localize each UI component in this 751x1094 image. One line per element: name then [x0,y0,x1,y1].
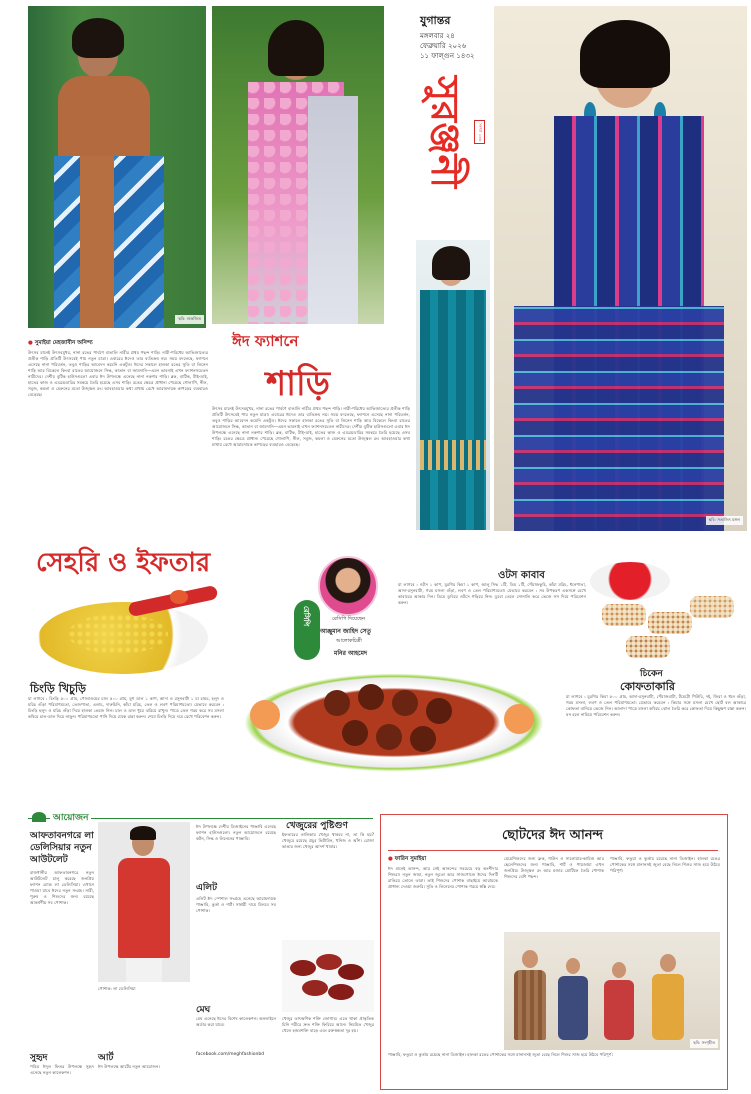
brand-megh: মেঘ [196,1005,211,1015]
recipe-photo-label: আলোকচিত্রী [336,638,362,644]
khichuri-title: চিংড়ি খিচুড়ি [30,682,86,695]
fashion-headline-main: শাড়ি [266,364,330,404]
fashion-headline-top: ঈদ ফ্যাশনে [232,332,299,350]
kids-body-left: ঈদ মানেই আনন্দ, আর সেই আনন্দের সবচেয়ে বড় অংশীদার শিশুরা। নতুন জামা, নতুন জুতো আর সাজগোজে ঈদের দিনটি রাঙিয়ে তোলে তারা। তাই শিশুদের পোশাক বাছাইয়ে আরামকে প্রাধান্য দেওয়া জরুরি। সুতি ও লিনেনের পোশাক গরমে স্বস্তি দেয়। [388,866,498,889]
kids-body-right: পাঞ্জাবি, ফতুয়া ও কুর্তায় রয়েছে নানা ডিজাইন। হালকা রঙের পোশাকের সঙ্গে মানানসই জুতা বেছে নিলে শিশুর সাজ হয়ে উঠবে পরিপূর্ণ। [610,856,720,873]
saree-photo-teal [416,240,490,530]
brand-elite: এলিট [196,883,218,893]
showroom-col2-body: ঈদ উপলক্ষে দেশীয় ডিজাইনের পাঞ্জাবি এনেছে ফ্যাশন হাউসগুলো। নতুন আয়োজনে রয়েছে কটন, সিল্ক ও লিনেনের পাঞ্জাবি। [196,824,276,841]
kids-title-rule [388,850,718,851]
oats-kebab-title: ওটস কাবাব [498,570,545,581]
panjabi-photo [98,822,190,982]
saree-photo-rust-blue [28,6,206,328]
khichuri-photo [28,584,218,676]
recipe-section-title: সেহরি ও ইফতার [36,548,211,578]
saree-photo-pink [212,6,384,324]
issue-date-bn: ১১ ফাল্গুন ১৪৩২ [420,52,475,60]
showroom-title: আফতাবনগরে লা ডেলিসিয়ার নতুন আউটলেট [30,831,94,865]
issue-date-en: ফেব্রুয়ারি ২০২৬ [420,42,467,50]
fashion-body-left: উৎসব মানেই উৎসবমুখর, নানা রঙের পার্বণে বাঙালি নারীর প্রথম পছন্দ শাড়ি। নারী-পরিধেয় আভিজাত্যের প্রতীক শাড়ি প্রতিটি উৎসবেই পায় নতুন মাত্রা। এবারের ঈদেও তার ব্যতিক্রম নয়। সময় বদলেছে, ফ্যাশনে এসেছে নানা পরিবর্তন, তবুও শাড়ির আবেদন কমেনি একটুও। ঈদের সকালে হালকা রঙের সুতি বা লিনেন শাড়ি আর বিকেলে কিংবা রাতের আয়োজনে সিল্ক, কাতান বা জামদানি—এমন ভাবনাই এখন ফ্যাশনসচেতন নারীদের। দেশীয় বুটিক হাউসগুলো এবার ঈদ উপলক্ষে এনেছে নানা নকশার শাড়ি। ব্লক, বাটিক, টাই-ডাই, হাতের কাজ ও এমব্রয়ডারির সমন্বয়ে তৈরি হয়েছে এসব শাড়ি। রঙের ক্ষেত্রে প্রাধান্য পেয়েছে গোলাপি, নীল, সবুজ, কমলা ও মেরুনের মতো উজ্জ্বল রং। আবহাওয়ার কথা মাথায় রেখে আরামদায়ক কাপড়ের ব্যবহারও বেড়েছে। [28,350,208,397]
kofta-title-1: চিকেন [640,669,663,679]
photo-credit-left: ছবি: শুভ্রজিত [175,315,204,324]
brand-art: আর্ট [98,1053,114,1063]
ayojon-logo-icon [32,812,46,822]
issue-day: মঙ্গলবার ২৪ [420,32,455,40]
kids-byline-text: ফারিন সুমাইয়া [394,856,427,862]
kofta-photo [224,660,564,780]
dates-photo [282,940,374,1012]
section-tag: সংখ্যা ১৩৬ [474,120,485,144]
kids-title: ছোটদের ঈদ আনন্দ [502,828,603,843]
panjabi-caption: পোশাক: লা ডেলিসিয়া [98,986,136,991]
byline-bullet-icon: ● [28,340,33,346]
brand-elite-body: এলিট ঈদ স্পেশাল সংগ্রহে এনেছে আরামদায়ক পাঞ্জাবি, কুর্তা ও শার্ট। সাশ্রয়ী দামে মিলবে সব পোশাক। [196,896,276,913]
fashion-body-mid: উৎসব মানেই উৎসবমুখর, নানা রঙের পার্বণে বাঙালি নারীর প্রথম পছন্দ শাড়ি। নারী-পরিধেয় আভিজাত্যের প্রতীক শাড়ি প্রতিটি উৎসবেই পায় নতুন মাত্রা। এবারের ঈদেও তার ব্যতিক্রম নয়। সময় বদলেছে, ফ্যাশনে এসেছে নানা পরিবর্তন, তবুও শাড়ির আবেদন কমেনি একটুও। ঈদের সকালে হালকা রঙের সুতি বা লিনেন শাড়ি আর বিকেলে কিংবা রাতের আয়োজনে সিল্ক, কাতান বা জামদানি—এমন ভাবনাই এখন ফ্যাশনসচেতন নারীদের। দেশীয় বুটিক হাউসগুলো এবার ঈদ উপলক্ষে এনেছে নানা নকশার শাড়ি। ব্লক, বাটিক, টাই-ডাই, হাতের কাজ ও এমব্রয়ডারির সমন্বয়ে তৈরি হয়েছে এসব শাড়ি। রঙের ক্ষেত্রে প্রাধান্য পেয়েছে গোলাপি, নীল, সবুজ, কমলা ও মেরুনের মতো উজ্জ্বল রং। আবহাওয়ার কথা মাথায় রেখে আরামদায়ক কাপড়ের ব্যবহারও বেড়েছে। [212,406,410,447]
khichuri-body: যা লাগবে : চিংড়ি ৫০০ গ্রাম, পোলাওয়ের চাল ৫০০ গ্রাম, মুগ ডাল ১ কাপ, আদা ও রসুনবাটা ১ চা চামচ, হলুদ ও মরিচ গুঁড়া পরিমাণমতো, তেজপাতা, এলাচ, দারুচিনি, কাঁচা মরিচ, তেল ও লবণ পরিমাণমতো। যেভাবে করবেন : চিংড়ি হলুদ ও মরিচ গুঁড়া দিয়ে হালকা ভেজে নিন। চাল ও ডাল ধুয়ে ঝরিয়ে রাখুন। পাত্রে তেল গরম করে সব মসলা কষিয়ে চাল-ডাল দিয়ে নাড়ুন। পরিমাণমতো পানি দিয়ে ঢেকে রান্না করুন। শেষে চিংড়ি দিয়ে দমে রেখে পরিবেশন করুন। [28,696,224,719]
saree-photo-navy [494,6,747,531]
fashion-byline-text: সুমাইয়া মেহজাবীন অনিন্দ্য [34,340,93,346]
recipe-credit-name: আঞ্জুমান জাহিদ সেতু [320,628,371,635]
kids-body-bottom: পাঞ্জাবি, ফতুয়া ও কুর্তায় রয়েছে নানা ডিজাইন। হালকা রঙের পোশাকের সঙ্গে মানানসই জুতা বেছে নিলে শিশুর সাজ হয়ে উঠবে পরিপূর্ণ। [388,1052,613,1057]
recipe-author-avatar [318,556,378,616]
recipe-credit-label: রেসিপি দিয়েছেন [332,616,365,622]
kofta-title-2: কোফতাকারি [620,680,675,693]
dates-title: খেজুরের পুষ্টিগুণ [286,821,348,831]
brand-art-body: ঈদ উপলক্ষে আর্টের নতুন আয়োজন। [98,1064,160,1069]
showroom-body: রাজধানীর আফতাবনগরে নতুন আউটলেট চালু করেছে জনপ্রিয় ফ্যাশন ব্র্যান্ড লা ডেলিসিয়া। এখানে পাওয়া যাবে ঈদের নতুন সংগ্রহ। নারী, পুরুষ ও শিশুদের জন্য রয়েছে আকর্ষণীয় সব পোশাক। [30,870,94,905]
oats-kebab-photo [586,556,748,676]
recipe-badge-text: রেসিপি [302,606,310,627]
photo-credit-right: ছবি: সত্যজিৎ মঙ্গল [706,516,743,525]
dates-body-top: ইফতারের তালিকায় খেজুর থাকবে না, তা কি হয়? খেজুরে রয়েছে প্রচুর ভিটামিন, খনিজ ও আঁশ। রোজা ভাঙার জন্য খেজুর আদর্শ খাবার। [282,832,374,849]
oats-kebab-body: যা লাগবে : ওটস ১ কাপ, মুরগির কিমা ১ কাপ, আলু সিদ্ধ ১টি, ডিম ১টি, পেঁয়াজকুচি, কাঁচা মরিচ, ধনেপাতা, আদা-রসুনবাটা, গরম মসলা গুঁড়া, লবণ ও তেল পরিমাণমতো। যেভাবে করবেন : সব উপকরণ একসঙ্গে মেখে কাবাবের আকার দিন। ডিমে ডুবিয়ে ওটসে গড়িয়ে নিন। ডুবো তেলে সোনালি করে ভেজে সস দিয়ে পরিবেশন করুন। [398,582,586,605]
kids-byline-bullet-icon: ● [388,856,393,862]
kids-photo [504,932,720,1050]
brand-suhrid-body: পবিত্র ঈদুল ফিতর উপলক্ষে সুহৃদ এনেছে নতুন কালেকশন। [30,1064,94,1075]
kids-byline [388,856,426,864]
brand-megh-body: মেঘ এনেছে ঈদের বিশেষ কালেকশন। অনলাইনে অর্ডার করা যাবে। [196,1016,276,1027]
dates-body-bottom: খেজুর তাৎক্ষণিক শক্তি জোগায়। এতে থাকা প্রাকৃতিক চিনি শরীরে দ্রুত শক্তি ফিরিয়ে আনে। নিয়মিত খেজুর খেলে হজমশক্তি বাড়ে এবং রক্তস্বল্পতা দূর হয়। [282,1016,374,1033]
kofta-body: যা লাগবে : মুরগির কিমা ৫০০ গ্রাম, আদা-রসুনবাটা, পেঁয়াজবাটা, টমেটো পিউরি, দই, জিরা ও ধনে গুঁড়া, গরম মসলা, লবণ ও তেল পরিমাণমতো। যেভাবে করবেন : কিমার সঙ্গে মসলা মেখে ছোট বল আকারে কোফতা বানিয়ে ভেজে নিন। আলাদা পাত্রে মসলা কষিয়ে ঝোল তৈরি করে কোফতা দিয়ে কিছুক্ষণ রান্না করুন। ঘন হলে নামিয়ে পরিবেশন করুন। [566,694,746,717]
megh-facebook-link[interactable]: facebook.com/meghfashionbd [196,1052,265,1057]
kids-body-mid: মেয়েশিশুদের জন্য ফ্রক, গাউন ও সালোয়ার-কামিজ আর ছেলেশিশুদের জন্য পাঞ্জাবি, শার্ট ও পায়জামা এখন জনপ্রিয়। উজ্জ্বল রং আর মজার মোটিফে তৈরি পোশাক শিশুদের বেশি পছন্দ। [504,856,604,879]
recipe-photographer: মনির আহমেদ [334,650,368,657]
ayojon-label: আয়োজন [50,810,91,825]
section-masthead: সুরঞ্জনী [423,76,467,189]
paper-name: যুগান্তর [420,14,451,27]
brand-suhrid: সুহৃদ [30,1053,48,1063]
fashion-byline [28,340,93,348]
kids-photo-credit: ছবি: সংগৃহীত [690,1039,718,1048]
